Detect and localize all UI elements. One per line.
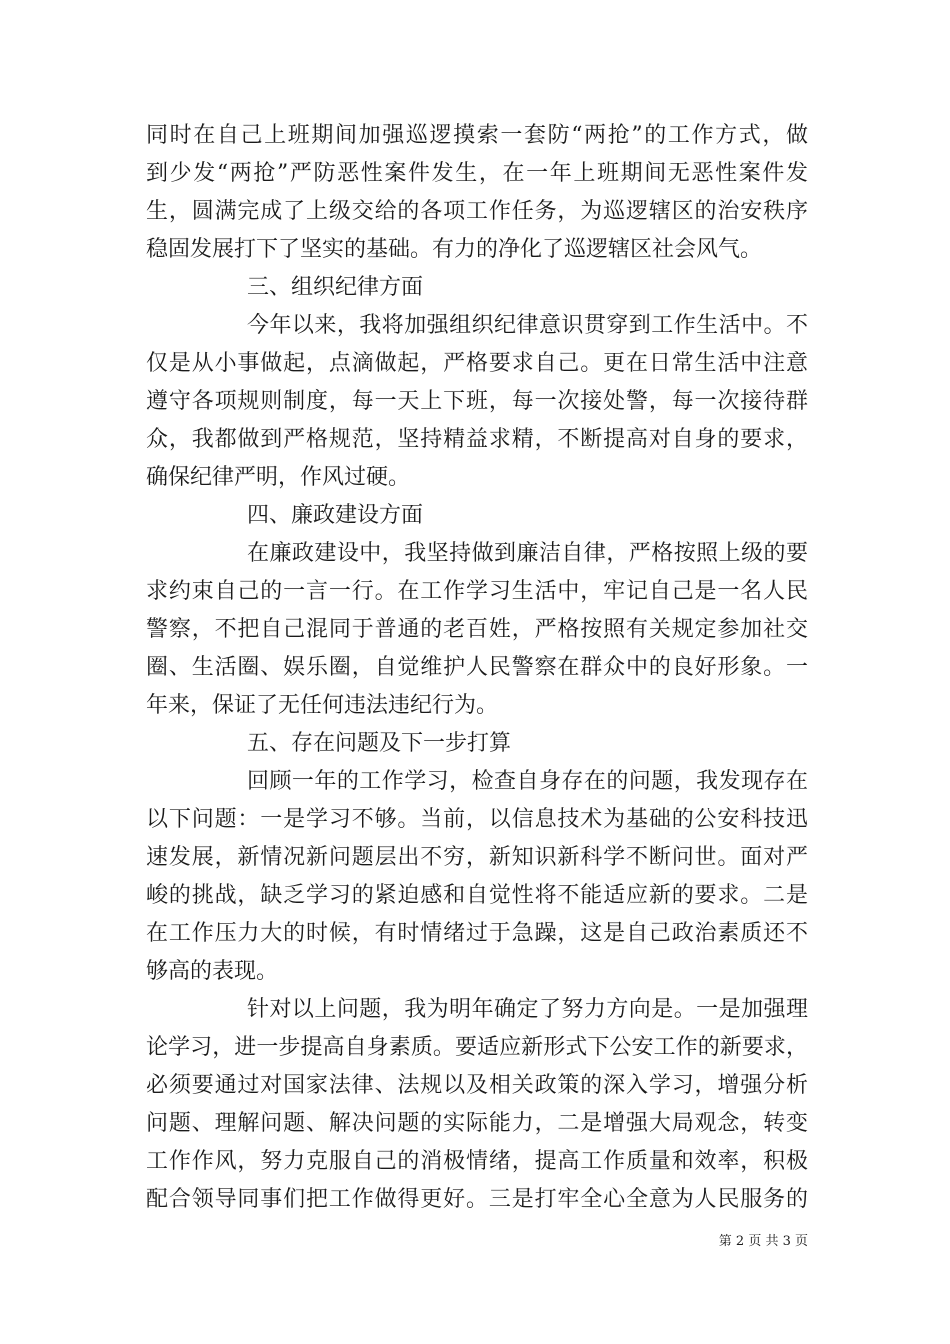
paragraph-line: 众，我都做到严格规范，坚持精益求精，不断提高对自身的要求， <box>146 427 808 452</box>
paragraph-line: 仅是从小事做起，点滴做起，严格要求自己。更在日常生活中注意 <box>146 351 808 376</box>
paragraph-line: 在工作压力大的时候，有时情绪过于急躁，这是自己政治素质还不 <box>146 921 808 946</box>
paragraph-line: 够高的表现。 <box>146 959 279 984</box>
paragraph-line: 以下问题：一是学习不够。当前，以信息技术为基础的公安科技迅 <box>146 807 808 832</box>
section-heading: 三、组织纪律方面 <box>247 275 424 300</box>
page-number: 第 2 页 共 3 页 <box>718 1234 808 1249</box>
paragraph-line: 回顾一年的工作学习，检查自身存在的问题，我发现存在 <box>247 769 808 794</box>
paragraph-line: 稳固发展打下了坚实的基础。有力的净化了巡逻辖区社会风气。 <box>146 237 763 262</box>
paragraph-line: 针对以上问题，我为明年确定了努力方向是。一是加强理 <box>247 997 808 1022</box>
section-heading: 五、存在问题及下一步打算 <box>247 731 512 756</box>
document-body <box>146 117 808 1219</box>
paragraph-line: 峻的挑战，缺乏学习的紧迫感和自觉性将不能适应新的要求。二是 <box>146 883 808 908</box>
paragraph-line: 到少发“两抢”严防恶性案件发生，在一年上班期间无恶性案件发 <box>146 161 808 186</box>
paragraph-line: 圈、生活圈、娱乐圈，自觉维护人民警察在群众中的良好形象。一 <box>146 655 808 680</box>
document-page <box>146 117 808 1219</box>
paragraph-line: 在廉政建设中，我坚持做到廉洁自律，严格按照上级的要 <box>247 541 808 566</box>
paragraph-line: 论学习，进一步提高自身素质。要适应新形式下公安工作的新要求， <box>146 1035 808 1060</box>
paragraph-line: 必须要通过对国家法律、法规以及相关政策的深入学习，增强分析 <box>146 1073 808 1098</box>
paragraph-line: 求约束自己的一言一行。在工作学习生活中，牢记自己是一名人民 <box>146 579 808 604</box>
paragraph-line: 同时在自己上班期间加强巡逻摸索一套防“两抢”的工作方式，做 <box>146 123 808 148</box>
paragraph-line: 工作作风，努力克服自己的消极情绪，提高工作质量和效率，积极 <box>146 1149 808 1174</box>
paragraph-line: 速发展，新情况新问题层出不穷，新知识新科学不断问世。面对严 <box>146 845 808 870</box>
paragraph-line: 警察，不把自己混同于普通的老百姓，严格按照有关规定参加社交 <box>146 617 808 642</box>
paragraph-line: 遵守各项规则制度，每一天上下班，每一次接处警，每一次接待群 <box>146 389 808 414</box>
paragraph-line: 确保纪律严明，作风过硬。 <box>146 465 411 490</box>
paragraph-line: 今年以来，我将加强组织纪律意识贯穿到工作生活中。不 <box>247 313 808 338</box>
section-heading: 四、廉政建设方面 <box>247 503 424 528</box>
paragraph-line: 生，圆满完成了上级交给的各项工作任务，为巡逻辖区的治安秩序 <box>146 199 808 224</box>
paragraph-line: 配合领导同事们把工作做得更好。三是打牢全心全意为人民服务的 <box>146 1187 808 1212</box>
paragraph-line: 问题、理解问题、解决问题的实际能力，二是增强大局观念，转变 <box>146 1111 808 1136</box>
paragraph-line: 年来，保证了无任何违法违纪行为。 <box>146 693 499 718</box>
